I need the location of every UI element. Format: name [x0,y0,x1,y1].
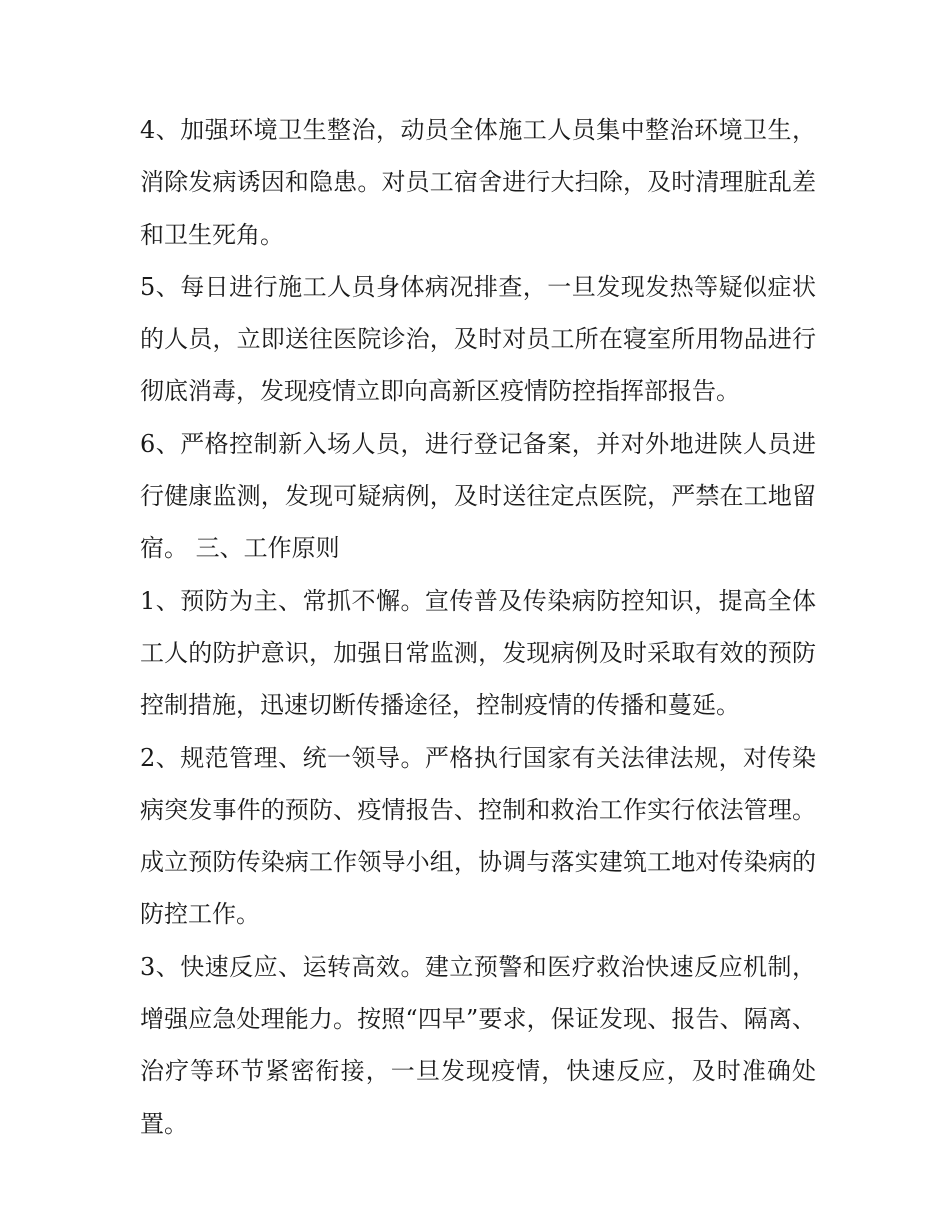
paragraph-item-6-and-section-heading: 6、严格控制新入场人员，进行登记备案，并对外地进陕人员进行健康监测，发现可疑病例，及时送往定点医院，严禁在工地留宿。 三、工作原则 [140,429,816,563]
paragraph-item-5: 5、每日进行施工人员身体病况排查，一旦发现发热等疑似症状的人员，立即送往医院诊治，及时对员工所在寝室所用物品进行彻底消毒，发现疫情立即向高新区疫情防控指挥部报告。 [140,272,816,406]
document-page [140,104,816,1150]
paragraph-item-4: 4、加强环境卫生整治，动员全体施工人员集中整治环境卫生，消除发病诱因和隐患。对员工宿舍进行大扫除，及时清理脏乱差和卫生死角。 [140,116,816,249]
paragraph-principle-3: 3、快速反应、运转高效。建立预警和医疗救治快速反应机制，增强应急处理能力。按照“四早”要求，保证发现、报告、隔离、治疗等环节紧密衔接，一旦发现疫情，快速反应，及时准确处置。 [140,952,816,1138]
paragraph-principle-1: 1、预防为主、常抓不懈。宣传普及传染病防控知识，提高全体工人的防护意识，加强日常监测，发现病例及时采取有效的预防控制措施，迅速切断传播途径，控制疫情的传播和蔓延。 [140,586,816,720]
paragraph-principle-2: 2、规范管理、统一领导。严格执行国家有关法律法规，对传染病突发事件的预防、疫情报告、控制和救治工作实行依法管理。成立预防传染病工作领导小组，协调与落实建筑工地对传染病的防控工作。 [140,743,816,929]
